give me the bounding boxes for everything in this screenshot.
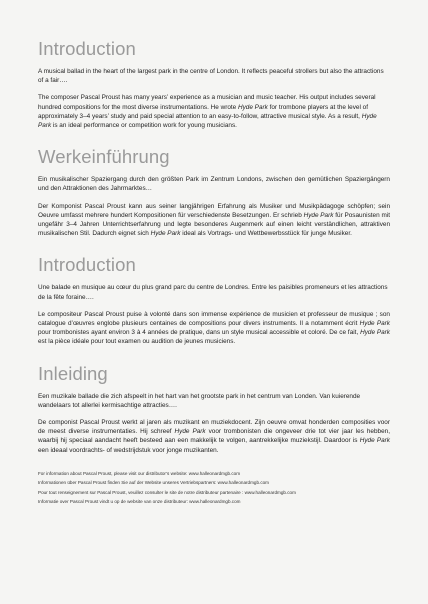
paragraph: Der Komponist Pascal Proust kann aus seiner langjährigen Erfahrung als Musiker und Musikpädagoge schöpfen; sein Oeuvre umfasst mehrere hundert Kompositionen für verschiedenste Besetzungen. Er schrieb Hyde Park für Posaunisten mit ungefähr 3–4 Jahren Unterrichtserfahrung und legte besonderes Augenmerk auf einen leicht verständlichen, attraktiven musikalischen Stil. Dadurch eignet sich Hyde Park ideal als Vortrags- und Wettbewerbsstück für junge Musiker.	[38, 202, 390, 238]
footer-line: Informatie over Pascal Proust vindt u op de website van onze distributeur: www.halleonardmgb.com	[38, 499, 241, 505]
section-title: Introduction	[38, 254, 136, 276]
section-title: Werkeinführung	[38, 146, 170, 168]
footer-line: Informationen über Pascal Proust finden Sie auf der Website unseres Vertriebspartners: www.halleonardmgb.com	[38, 480, 269, 486]
section-title: Inleiding	[38, 362, 108, 384]
section-english	[38, 39, 390, 130]
section-french	[38, 255, 390, 346]
section-title: Introduction	[38, 38, 136, 59]
paragraph: Une balade en musique au cœur du plus grand parc du centre de Londres. Entre les paisibles promeneurs et les attractions de la fête foraine….	[38, 284, 388, 301]
paragraph: A musical ballad in the heart of the largest park in the centre of London. It reflects peaceful strollers but also the attractions of a fair….	[38, 68, 384, 85]
footer	[38, 471, 390, 506]
paragraph: Le compositeur Pascal Proust puise à volonté dans son immense expérience de musicien et professeur de musique ; son catalogue d’œuvres englobe plusieurs centaines de compositions pour divers instruments. Il a notamment écrit Hyde Park pour trombonistes ayant environ 3 à 4 années de pratique, dans un style musical accessible et coloré. De ce fait, Hyde Park est la pièce idéale pour tout examen ou audition de jeunes musiciens.	[38, 310, 390, 346]
footer-line: Pour tout renseignement sur Pascal Proust, veuillez consulter le site de notre distributeur partenaire : www.halleonardmgb.com	[38, 489, 296, 495]
section-german	[38, 147, 390, 238]
footer-line: For information about Pascal Proust, please visit our distributor’s website: www.halleonardmgb.com	[38, 470, 241, 476]
section-dutch	[38, 364, 390, 455]
paragraph: Ein musikalischer Spaziergang durch den größten Park im Zentrum Londons, zwischen den gemütlichen Spaziergängern und den Attraktionen des Jahrmarktes…	[38, 176, 390, 193]
paragraph: De componist Pascal Proust werkt al jaren als muzikant en muziekdocent. Zijn oeuvre omvat honderden composities voor de meest diverse instrumentaties. Hij schreef Hyde Park voor trombonisten die ongeveer drie tot vier jaar les hebben, waarbij hij speciaal aandacht heeft besteed aan een makkelijk te volgen, aantrekkelijke muziekstijl. Daardoor is Hyde Park een ideaal voordrachts- of wedstrijdstuk voor jonge muzikanten.	[38, 419, 390, 454]
paragraph: Een muzikale ballade die zich afspeelt in het hart van het grootste park in het centrum van Londen. Van kuierende wandelaars tot allerlei kermisachtige attracties….	[38, 392, 361, 409]
paragraph: The composer Pascal Proust has many years’ experience as a musician and music teacher. His output includes several hundred compositions for the most diverse instrumentations. He wrote Hyde Park for trombone players at the level of approximately 3–4 years’ study and paid special attention to an easy-to-follow, attractive musical style. As a result, Hyde Park is an ideal performance or competition work for young musicians.	[38, 94, 377, 130]
